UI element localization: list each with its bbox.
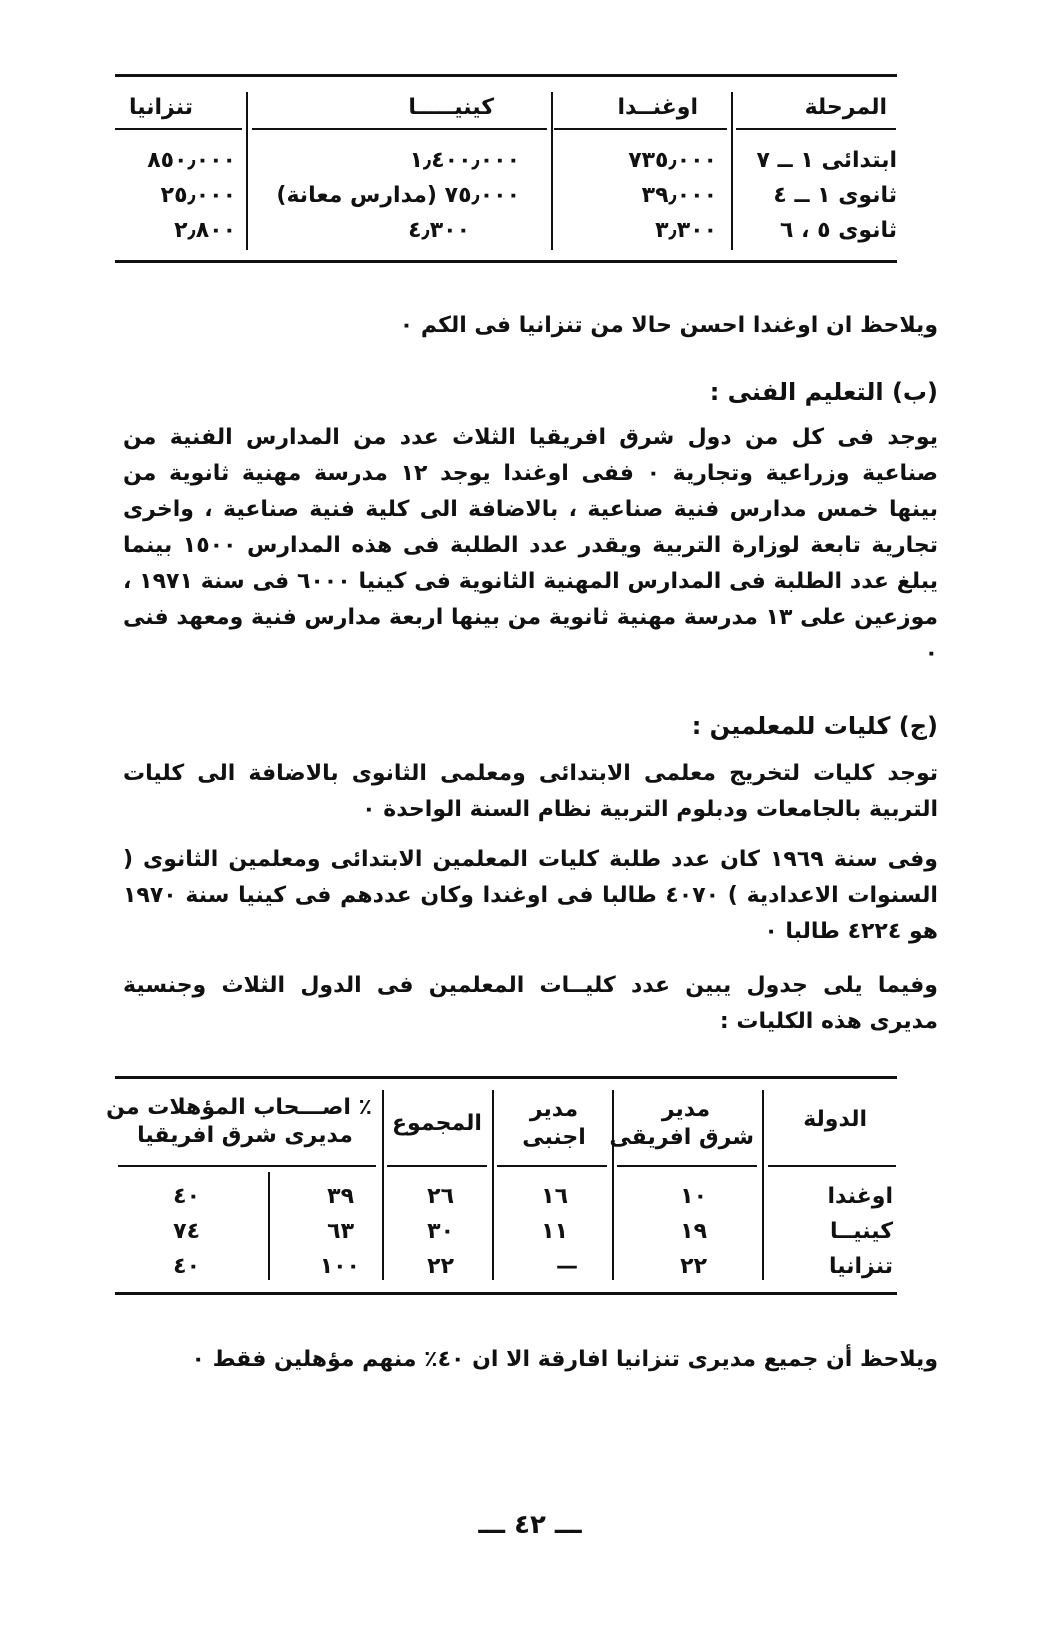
table2-cell-foreign: ١٦ xyxy=(541,1184,568,1209)
table2-header-country: الدولة xyxy=(803,1107,867,1132)
table1-cell-tanzania: ٢٥٫٠٠٠ xyxy=(160,183,236,208)
table1-header-uganda: اوغنــدا xyxy=(617,95,698,120)
table2-top-rule xyxy=(115,1076,897,1079)
table2-cell-qualified-2: ٧٤ xyxy=(173,1219,200,1244)
table2-header-underline xyxy=(387,1165,487,1167)
table2-cell-country: كينيــا xyxy=(829,1219,893,1244)
table2-header-underline xyxy=(497,1165,607,1167)
table2-cell-east-african: ٢٢ xyxy=(680,1254,707,1279)
table2-header-underline xyxy=(118,1165,376,1167)
section-c-paragraph-1: توجد كليات لتخريج معلمى الابتدائى ومعلمى الثانوى بالاضافة الى كليات التربية بالجامعات ودبلوم التربية نظام السنة الواحدة ٠ xyxy=(123,761,938,822)
table2-col-divider xyxy=(268,1172,270,1280)
table2-header-east-african-director xyxy=(609,1096,754,1151)
table2-col-divider xyxy=(382,1090,384,1280)
table1-header-underline xyxy=(736,128,896,130)
table1-cell-stage: ثانوى ٥ ، ٦ xyxy=(780,218,897,243)
table2-cell-total: ٢٢ xyxy=(427,1254,454,1279)
table2-cell-foreign: — xyxy=(556,1254,578,1279)
table1-col-divider xyxy=(731,92,733,250)
table2-cell-country: اوغندا xyxy=(827,1184,893,1209)
table1-header-stage: المرحلة xyxy=(804,95,887,120)
page-number: ـــ ٤٢ ـــ xyxy=(478,1510,582,1540)
section-c-heading: (ج) كليات للمعلمين : xyxy=(691,712,938,740)
table1-top-rule xyxy=(115,74,897,77)
section-c-paragraph-3: وفيما يلى جدول يبين عدد كليــات المعلمين فى الدول الثلاث وجنسية مديرى هذه الكليات : xyxy=(123,973,938,1034)
table2-header-foreign-director-line1: مدير xyxy=(529,1097,579,1122)
table2-header-qualified-line2: مديرى شرق افريقيا xyxy=(137,1122,353,1148)
table2-col-divider xyxy=(762,1090,764,1280)
table1-cell-kenya: ٤٫٣٠٠ xyxy=(408,218,470,243)
section-b-body: يوجد فى كل من دول شرق افريقيا الثلاث عدد من المدارس الفنية من صناعية وزراعية وتجارية ٠ ففى اوغندا يوجد ١٢ مدرسة مهنية ثانوية من بينها خمس مدارس فنية صناعية ، بالاضافة الى كلية فنية صناعية ، واخرى تجارية تابعة لوزارة التربية ويقدر عدد الطلبة فى هذه المدارس ١٥٠٠ بينما يبلغ عدد الطلبة فى المدارس المهنية الثانوية فى كينيا ٦٠٠٠ فى سنة ١٩٧١ ، موزعين على ١٣ مدرسة مهنية ثانوية من بينها اربعة مدارس فنية ومعهد فنى ٠ xyxy=(123,425,939,666)
table2-header-foreign-director-line2: اجنبى xyxy=(522,1124,586,1150)
table2-header-qualified-line1: ٪ اصـــحاب المؤهلات من xyxy=(106,1095,372,1120)
table2-cell-qualified-1: ٦٣ xyxy=(327,1219,354,1244)
table1-bottom-rule xyxy=(115,260,897,263)
table1-cell-tanzania: ٢٫٨٠٠ xyxy=(174,218,236,243)
table2-cell-foreign: ١١ xyxy=(541,1219,568,1244)
table2-cell-qualified-1: ٣٩ xyxy=(327,1184,354,1209)
table2-col-divider xyxy=(492,1090,494,1280)
table1-header-underline xyxy=(115,128,242,130)
table2-cell-qualified-2: ٤٠ xyxy=(173,1254,200,1279)
table1-cell-stage: ثانوى ١ ــ ٤ xyxy=(773,183,897,208)
table1-cell-stage: ابتدائى ١ ــ ٧ xyxy=(756,148,897,173)
table2-header-east-african-director-line1: مدير xyxy=(661,1097,711,1122)
table1-col-divider xyxy=(551,92,553,250)
note-uganda-better: ويلاحظ ان اوغندا احسن حالا من تنزانيا فى الكم ٠ xyxy=(399,313,938,338)
table2-header-underline xyxy=(768,1165,896,1167)
table2-header-qualified xyxy=(106,1094,372,1149)
note-tanzania-directors: ويلاحظ أن جميع مديرى تنزانيا افارقة الا ان ٤٠٪ منهم مؤهلين فقط ٠ xyxy=(191,1347,938,1372)
table1-cell-kenya: ٧٥٫٠٠٠ (مدارس معانة) xyxy=(276,183,520,208)
table2-cell-east-african: ١٠ xyxy=(680,1184,707,1209)
table1-header-kenya: كينيـــــا xyxy=(408,95,494,120)
table1-cell-uganda: ٣٫٣٠٠ xyxy=(655,218,717,243)
table1-cell-tanzania: ٨٥٠٫٠٠٠ xyxy=(147,148,236,173)
table1-header-underline xyxy=(252,128,547,130)
table1-cell-uganda: ٣٩٫٠٠٠ xyxy=(641,183,717,208)
table2-header-total: المجموع xyxy=(392,1111,482,1136)
table2-cell-qualified-2: ٤٠ xyxy=(173,1184,200,1209)
section-b-heading: (ب) التعليم الفنى : xyxy=(709,378,938,406)
table1-cell-kenya: ١٫٤٠٠٫٠٠٠ xyxy=(409,148,520,173)
table2-col-divider xyxy=(612,1090,614,1280)
table2-cell-east-african: ١٩ xyxy=(680,1219,707,1244)
table2-cell-total: ٣٠ xyxy=(427,1219,454,1244)
table2-header-underline xyxy=(617,1165,757,1167)
table2-cell-qualified-1: ١٠٠ xyxy=(319,1254,360,1279)
table2-cell-total: ٢٦ xyxy=(427,1184,454,1209)
table1-cell-uganda: ٧٣٥٫٠٠٠ xyxy=(628,148,717,173)
table1-col-divider xyxy=(246,92,248,250)
table2-header-foreign-director xyxy=(504,1096,604,1151)
table1-header-tanzania: تنزانيا xyxy=(129,95,193,120)
table2-header-east-african-director-line2: شرق افريقى xyxy=(609,1124,754,1150)
table2-bottom-rule xyxy=(115,1292,897,1295)
section-c-paragraph-2: وفى سنة ١٩٦٩ كان عدد طلبة كليات المعلمين الابتدائى ومعلمين الثانوى ( السنوات الاعدادية ) ٤٠٧٠ طالبا فى اوغندا وكان عددهم فى كينيا سنة ١٩٧٠ هو ٤٢٢٤ طالبا ٠ xyxy=(123,847,938,944)
table2-cell-country: تنزانيا xyxy=(829,1254,893,1279)
table1-header-underline xyxy=(554,128,727,130)
